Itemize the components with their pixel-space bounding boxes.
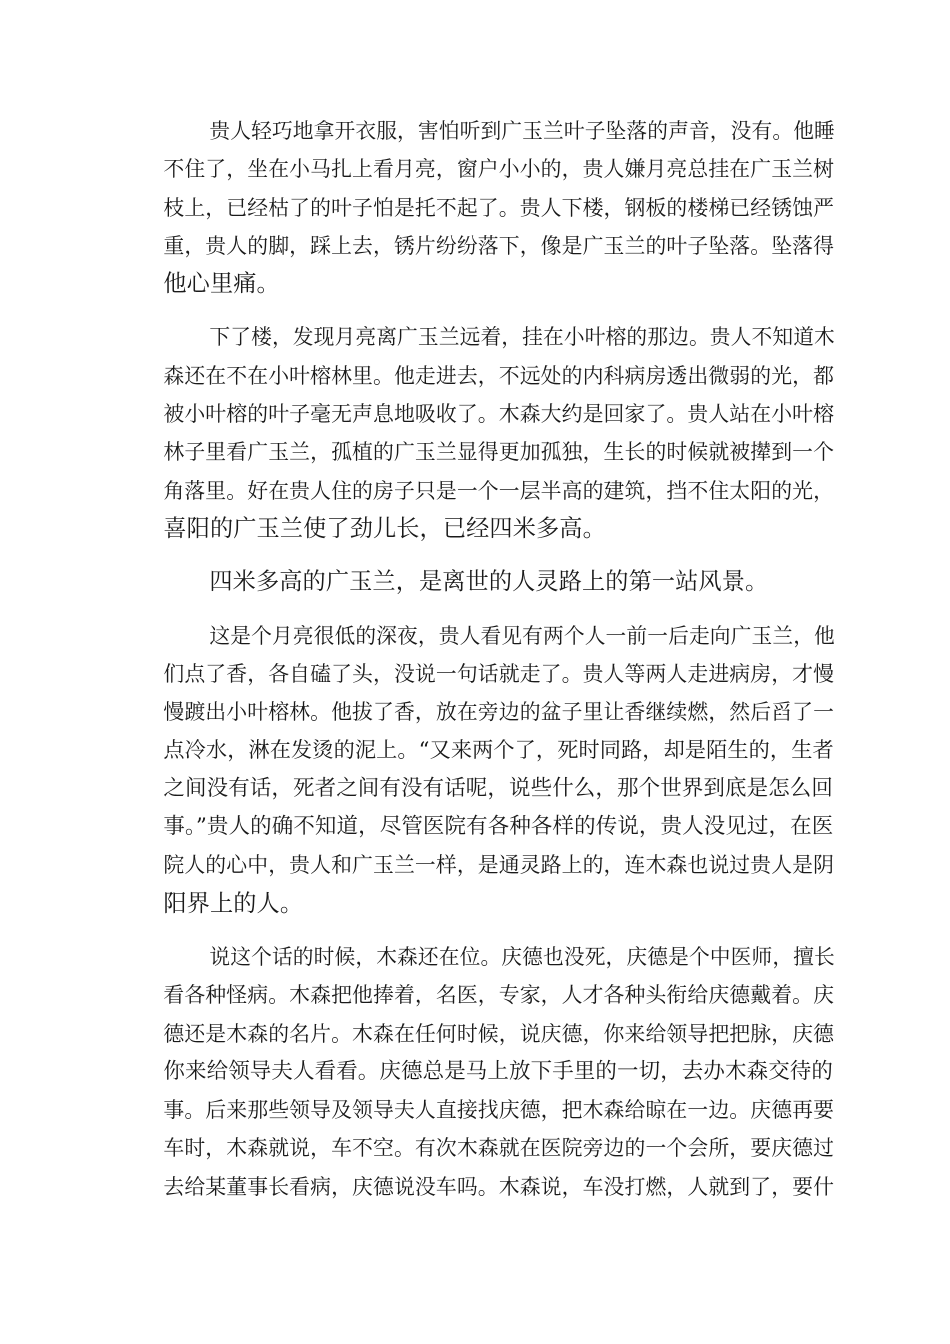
text-line: 院人的心中，贵人和广玉兰一样，是通灵路上的，连木森也说过贵人是阴 [163,853,835,878]
paragraph-4 [117,617,833,923]
text-line: 林子里看广玉兰，孤植的广玉兰显得更加孤独，生长的时候就被撵到一个 [163,440,835,465]
text-line: 事。后来那些领导及领导夫人直接找庆德，把木森给晾在一边。庆德再要 [163,1098,835,1123]
text-line: 慢踱出小叶榕林。他拔了香，放在旁边的盆子里让香继续燃，然后舀了一 [163,700,835,725]
paragraph-2 [117,318,833,548]
text-line: 们点了香，各自磕了头，没说一句话就走了。贵人等两人走进病房，才慢 [163,661,835,686]
paragraph-1 [117,112,833,303]
text-line: 四米多高的广玉兰，是离世的人灵路上的第一站风景。 [209,568,769,596]
text-line: 角落里。好在贵人住的房子只是一个一层半高的建筑，挡不住太阳的光， [163,478,835,503]
text-line: 下了楼，发现月亮离广玉兰远着，挂在小叶榕的那边。贵人不知道木 [209,325,835,350]
text-line: 贵人轻巧地拿开衣服，害怕听到广玉兰叶子坠落的声音，没有。他睡 [209,119,835,143]
body-text [117,112,833,1221]
text-line: 森还在不在小叶榕林里。他走进去，不远处的内科病房透出微弱的光，都 [163,363,835,388]
text-line: 枝上，已经枯了的叶子怕是托不起了。贵人下楼，钢板的楼梯已经锈蚀严 [163,195,835,220]
text-line: 点冷水，淋在发烫的泥上。“又来两个了，死时同路，却是陌生的，生者 [163,737,834,763]
text-line: 被小叶榕的叶子毫无声息地吸收了。木森大约是回家了。贵人站在小叶榕 [163,402,835,427]
paragraph-5 [117,938,833,1206]
text-line: 看各种怪病。木森把他捧着，名医，专家，人才各种头衔给庆德戴着。庆 [163,983,835,1008]
text-line: 这是个月亮很低的深夜，贵人看见有两个人一前一后走向广玉兰，他 [209,623,835,648]
text-line: 不住了，坐在小马扎上看月亮，窗户小小的，贵人嫌月亮总挂在广玉兰树 [163,157,835,182]
paragraph-3 [117,563,833,601]
text-line: 你来给领导夫人看看。庆德总是马上放下手里的一切，去办木森交待的 [163,1058,833,1084]
text-line: 重，贵人的脚，踩上去，锈片纷纷落下，像是广玉兰的叶子坠落。坠落得 [163,233,835,258]
text-line: 德还是木森的名片。木森在任何时候，说庆德，你来给领导把把脉，庆德 [163,1021,835,1046]
text-line: 说这个话的时候，木森还在位。庆德也没死，庆德是个中医师，擅长 [209,944,835,969]
text-line: 事。”贵人的确不知道，尽管医院有各种各样的传说，贵人没见过，在医 [163,814,834,840]
text-line: 之间没有话，死者之间有没有话呢，说些什么，那个世界到底是怎么回 [163,775,833,801]
text-line: 他心里痛。 [163,270,280,298]
text-line: 去给某董事长看病，庆德说没车吗。木森说，车没打燃，人就到了，要什 [163,1174,835,1199]
text-line: 阳界上的人。 [163,889,304,917]
text-line: 车时，木森就说，车不空。有次木森就在医院旁边的一个会所，要庆德过 [163,1136,835,1161]
text-line: 喜阳的广玉兰使了劲儿长，已经四米多高。 [163,514,606,542]
